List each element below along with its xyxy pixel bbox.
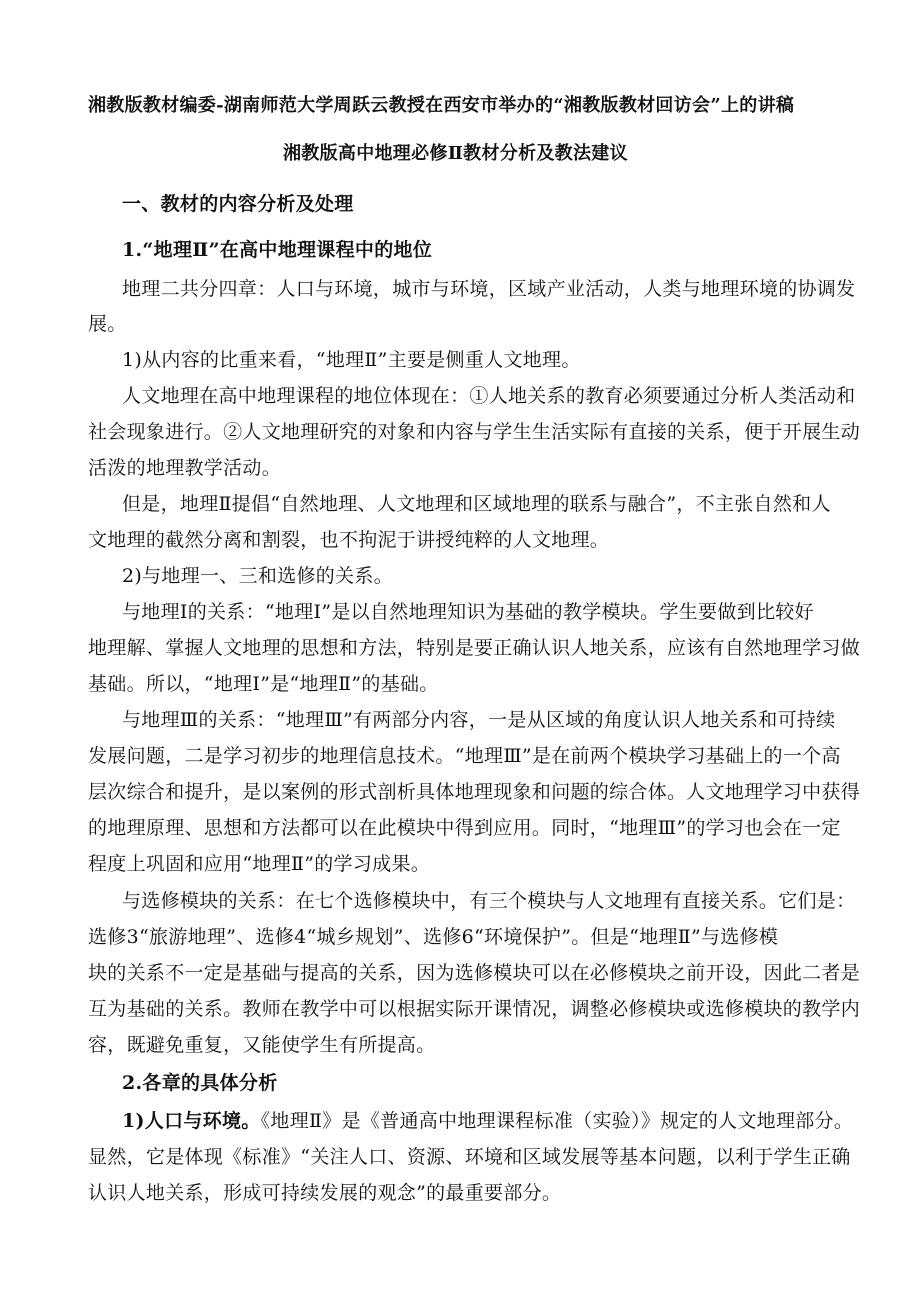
paragraph-line: 发展问题，二是学习初步的地理信息技术。“地理Ⅲ”是在前两个模块学习基础上的一个高 (88, 745, 841, 767)
paragraph-line: 块的关系不一定是基础与提高的关系，因为选修模块可以在必修模块之前开设，因此二者是 (88, 962, 861, 984)
paragraph-line: 人文地理在高中地理课程的地位体现在：①人地关系的教育必须要通过分析人类活动和 (122, 385, 856, 407)
paragraph-line: 活泼的地理教学活动。 (88, 457, 282, 479)
paragraph-line: 2)与地理一、三和选修的关系。 (122, 565, 394, 587)
paragraph-line: 层次综合和提升，是以案例的形式剖析具体地理现象和问题的综合体。人文地理学习中获得 (88, 781, 861, 803)
paragraph-line: 选修3“旅游地理”、选修4“城乡规划”、选修6“环境保护”。但是“地理Ⅱ”与选修模 (88, 926, 779, 948)
document-title: 湘教版高中地理必修Ⅱ教材分析及教法建议 (283, 143, 628, 164)
paragraph-line: 地理二共分四章：人口与环境，城市与环境，区域产业活动，人类与地理环境的协调发 (122, 278, 856, 300)
paragraph-line: 文地理的截然分离和割裂，也不拘泥于讲授纯粹的人文地理。 (88, 529, 610, 551)
paragraph-lead-bold: 1)人口与环境。 (122, 1110, 261, 1132)
paragraph-line: 的地理原理、思想和方法都可以在此模块中得到应用。同时，“地理Ⅲ”的学习也会在一定 (88, 817, 841, 839)
paragraph-line-lead (122, 1107, 853, 1135)
paragraph-line: 与地理Ⅲ的关系：“地理Ⅲ”有两部分内容，一是从区域的角度认识人地关系和可持续 (122, 709, 836, 731)
paragraph-line: 社会现象进行。②人文地理研究的对象和内容与学生生活实际有直接的关系，便于开展生动 (88, 421, 861, 443)
subsection-heading-2: 2.各章的具体分析 (122, 1072, 278, 1094)
paragraph-line: 展。 (88, 313, 127, 335)
paragraph-text: 《地理Ⅱ》是《普通高中地理课程标准（实验）》规定的人文地理部分。 (260, 1110, 854, 1132)
paragraph-line: 1)从内容的比重来看，“地理Ⅱ”主要是侧重人文地理。 (122, 349, 581, 371)
paragraph-line: 与选修模块的关系：在七个选修模块中，有三个模块与人文地理有直接关系。它们是： (122, 890, 856, 912)
paragraph-line: 认识人地关系，形成可持续发展的观念”的最重要部分。 (88, 1182, 562, 1204)
paragraph-line: 基础。所以，“地理Ⅰ”是“地理Ⅱ”的基础。 (88, 673, 439, 695)
paragraph-line: 程度上巩固和应用“地理Ⅱ”的学习成果。 (88, 853, 431, 875)
section-heading: 一、教材的内容分析及处理 (122, 193, 354, 215)
paragraph-line: 地理解、掌握人文地理的思想和方法，特别是要正确认识人地关系，应该有自然地理学习做 (88, 637, 861, 659)
paragraph-line: 互为基础的关系。教师在教学中可以根据实际开课情况，调整必修模块或选修模块的教学内 (88, 998, 861, 1020)
paragraph-line: 显然，它是体现《标准》“关注人口、资源、环境和区域发展等基本问题，以利于学生正确 (88, 1146, 851, 1168)
paragraph-line: 但是，地理Ⅱ提倡“自然地理、人文地理和区域地理的联系与融合”，不主张自然和人 (122, 493, 831, 515)
subsection-heading-1: 1.“地理Ⅱ”在高中地理课程中的地位 (122, 239, 433, 261)
paragraph-line: 与地理Ⅰ的关系：“地理Ⅰ”是以自然地理知识为基础的教学模块。学生要做到比较好 (122, 601, 814, 623)
source-line: 湘教版教材编委-湖南师范大学周跃云教授在西安市举办的“湘教版教材回访会”上的讲稿 (88, 95, 795, 116)
paragraph-line: 容，既避免重复，又能使学生有所提高。 (88, 1034, 436, 1056)
